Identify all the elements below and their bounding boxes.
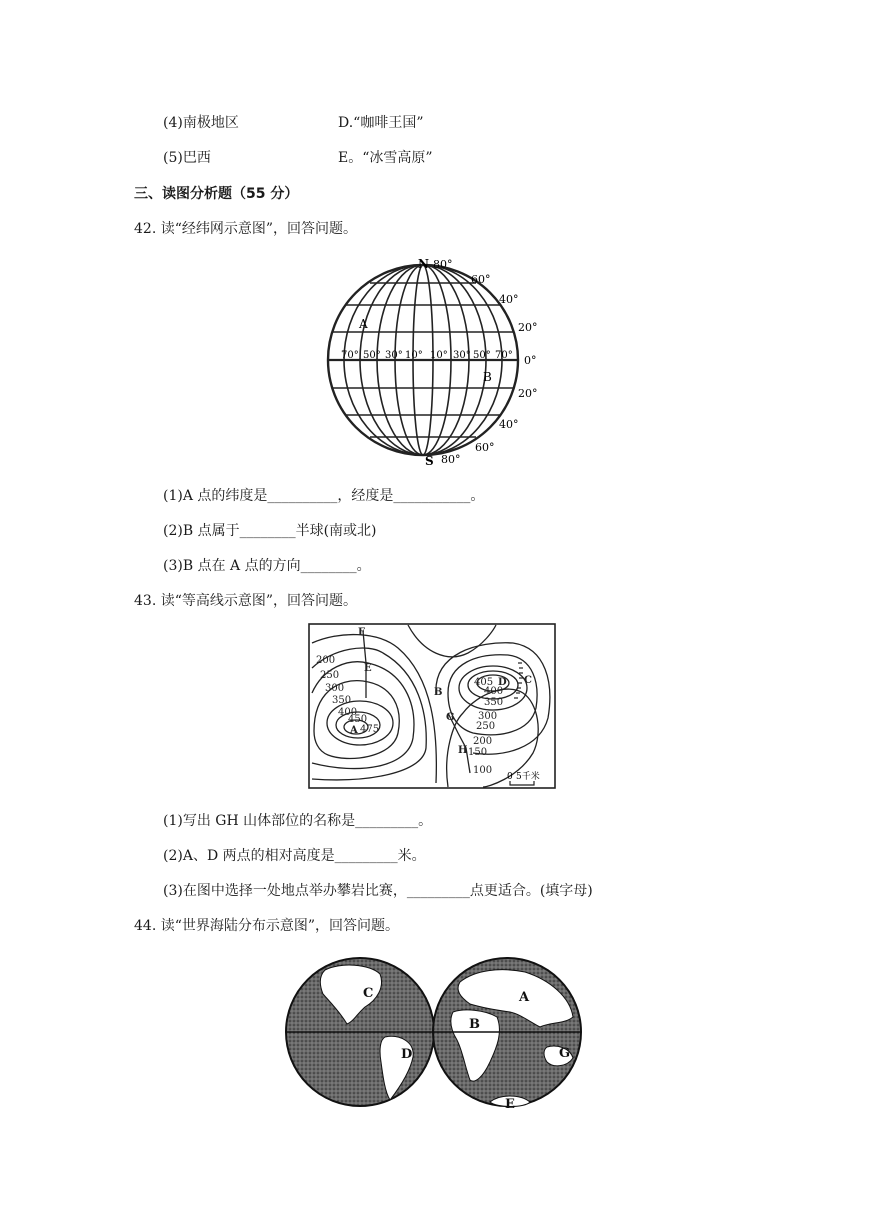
lat-label-s20: 20°	[518, 387, 538, 400]
q42-sub-3: (3)B 点在 A 点的方向________。	[163, 558, 371, 574]
match-item-4-left: (4)南极地区	[163, 115, 239, 131]
q43-sub-1: (1)写出 GH 山体部位的名称是_________。	[163, 813, 433, 829]
point-g-label: G	[446, 712, 455, 723]
q43-stem: 43. 读“等高线示意图”，回答问题。	[134, 593, 358, 609]
peak-d-elevation: 405	[474, 677, 494, 688]
lat-label-s60: 60°	[475, 441, 495, 454]
scale-zero: 0	[507, 772, 513, 782]
world-map-figure	[285, 952, 585, 1114]
lat-label-n20: 20°	[518, 321, 538, 334]
contour-label-r400: 400	[484, 686, 504, 697]
point-f-label: F	[358, 627, 366, 638]
map-label-e: E	[505, 1097, 515, 1112]
contour-label-r200: 200	[473, 736, 493, 747]
contour-label-r300: 300	[478, 711, 498, 722]
lon-label-e50: 50°	[473, 350, 491, 361]
lon-label-w30: 30°	[385, 350, 403, 361]
map-label-c: C	[363, 986, 374, 1001]
point-b-label: B	[483, 370, 492, 384]
map-label-a: A	[519, 990, 530, 1005]
lon-label-e30: 30°	[453, 350, 471, 361]
match-item-5-left: (5)巴西	[163, 150, 211, 166]
q42-sub-1: (1)A 点的纬度是__________，经度是___________。	[163, 488, 485, 504]
north-pole-label: N	[418, 257, 429, 271]
contour-label-250: 250	[320, 670, 340, 681]
contour-label-300: 300	[325, 683, 345, 694]
contour-label-r100: 100	[473, 765, 493, 776]
map-label-d: D	[401, 1047, 413, 1062]
match-item-d-right: D.“咖啡王国”	[338, 115, 424, 131]
lat-label-s40: 40°	[499, 418, 519, 431]
lon-label-w70: 70°	[341, 350, 359, 361]
contour-label-r250: 250	[476, 721, 496, 732]
point-c-label: C	[524, 675, 532, 686]
point-a-contour-label: A	[350, 725, 358, 736]
lon-label-w10: 10°	[405, 350, 423, 361]
lat-label-equator: 0°	[524, 354, 537, 367]
scale-label: 5千米	[516, 772, 540, 782]
contour-label-400: 400	[338, 707, 358, 718]
lon-label-w50: 50°	[363, 350, 381, 361]
contour-label-350: 350	[332, 695, 352, 706]
contour-label-r350: 350	[484, 697, 504, 708]
section-title: 三、读图分析题（55 分）	[134, 186, 299, 202]
lon-label-e70: 70°	[495, 350, 513, 361]
contour-map-figure	[308, 623, 558, 791]
q42-stem: 42. 读“经纬网示意图”，回答问题。	[134, 221, 358, 237]
lat-label-n60: 60°	[471, 273, 491, 286]
lon-label-e10: 10°	[430, 350, 448, 361]
lat-bottom-label: 80°	[441, 453, 461, 466]
match-item-e-right: E。“冰雪高原”	[338, 150, 433, 166]
point-b-contour-label: B	[434, 687, 443, 698]
contour-label-r150: 150	[468, 747, 488, 758]
q44-stem: 44. 读“世界海陆分布示意图”，回答问题。	[134, 918, 400, 934]
point-d-label: D	[498, 677, 507, 688]
map-label-b: B	[469, 1017, 480, 1032]
lat-top-label: 80°	[433, 258, 453, 271]
graticule-figure	[315, 255, 555, 470]
contour-label-450: 450	[348, 714, 368, 725]
map-label-g: G	[559, 1046, 571, 1061]
q42-sub-2: (2)B 点属于________半球(南或北)	[163, 523, 377, 539]
point-e-label: E	[364, 663, 372, 674]
contour-label-200: 200	[316, 655, 336, 666]
point-a-label: A	[359, 317, 368, 331]
q43-sub-2: (2)A、D 两点的相对高度是_________米。	[163, 848, 426, 864]
contour-label-475: 475	[360, 724, 380, 735]
lat-label-n40: 40°	[499, 293, 519, 306]
q43-sub-3: (3)在图中选择一处地点举办攀岩比赛，_________点更适合。(填字母)	[163, 883, 593, 899]
point-h-label: H	[458, 745, 468, 756]
south-pole-label: S	[425, 454, 434, 468]
